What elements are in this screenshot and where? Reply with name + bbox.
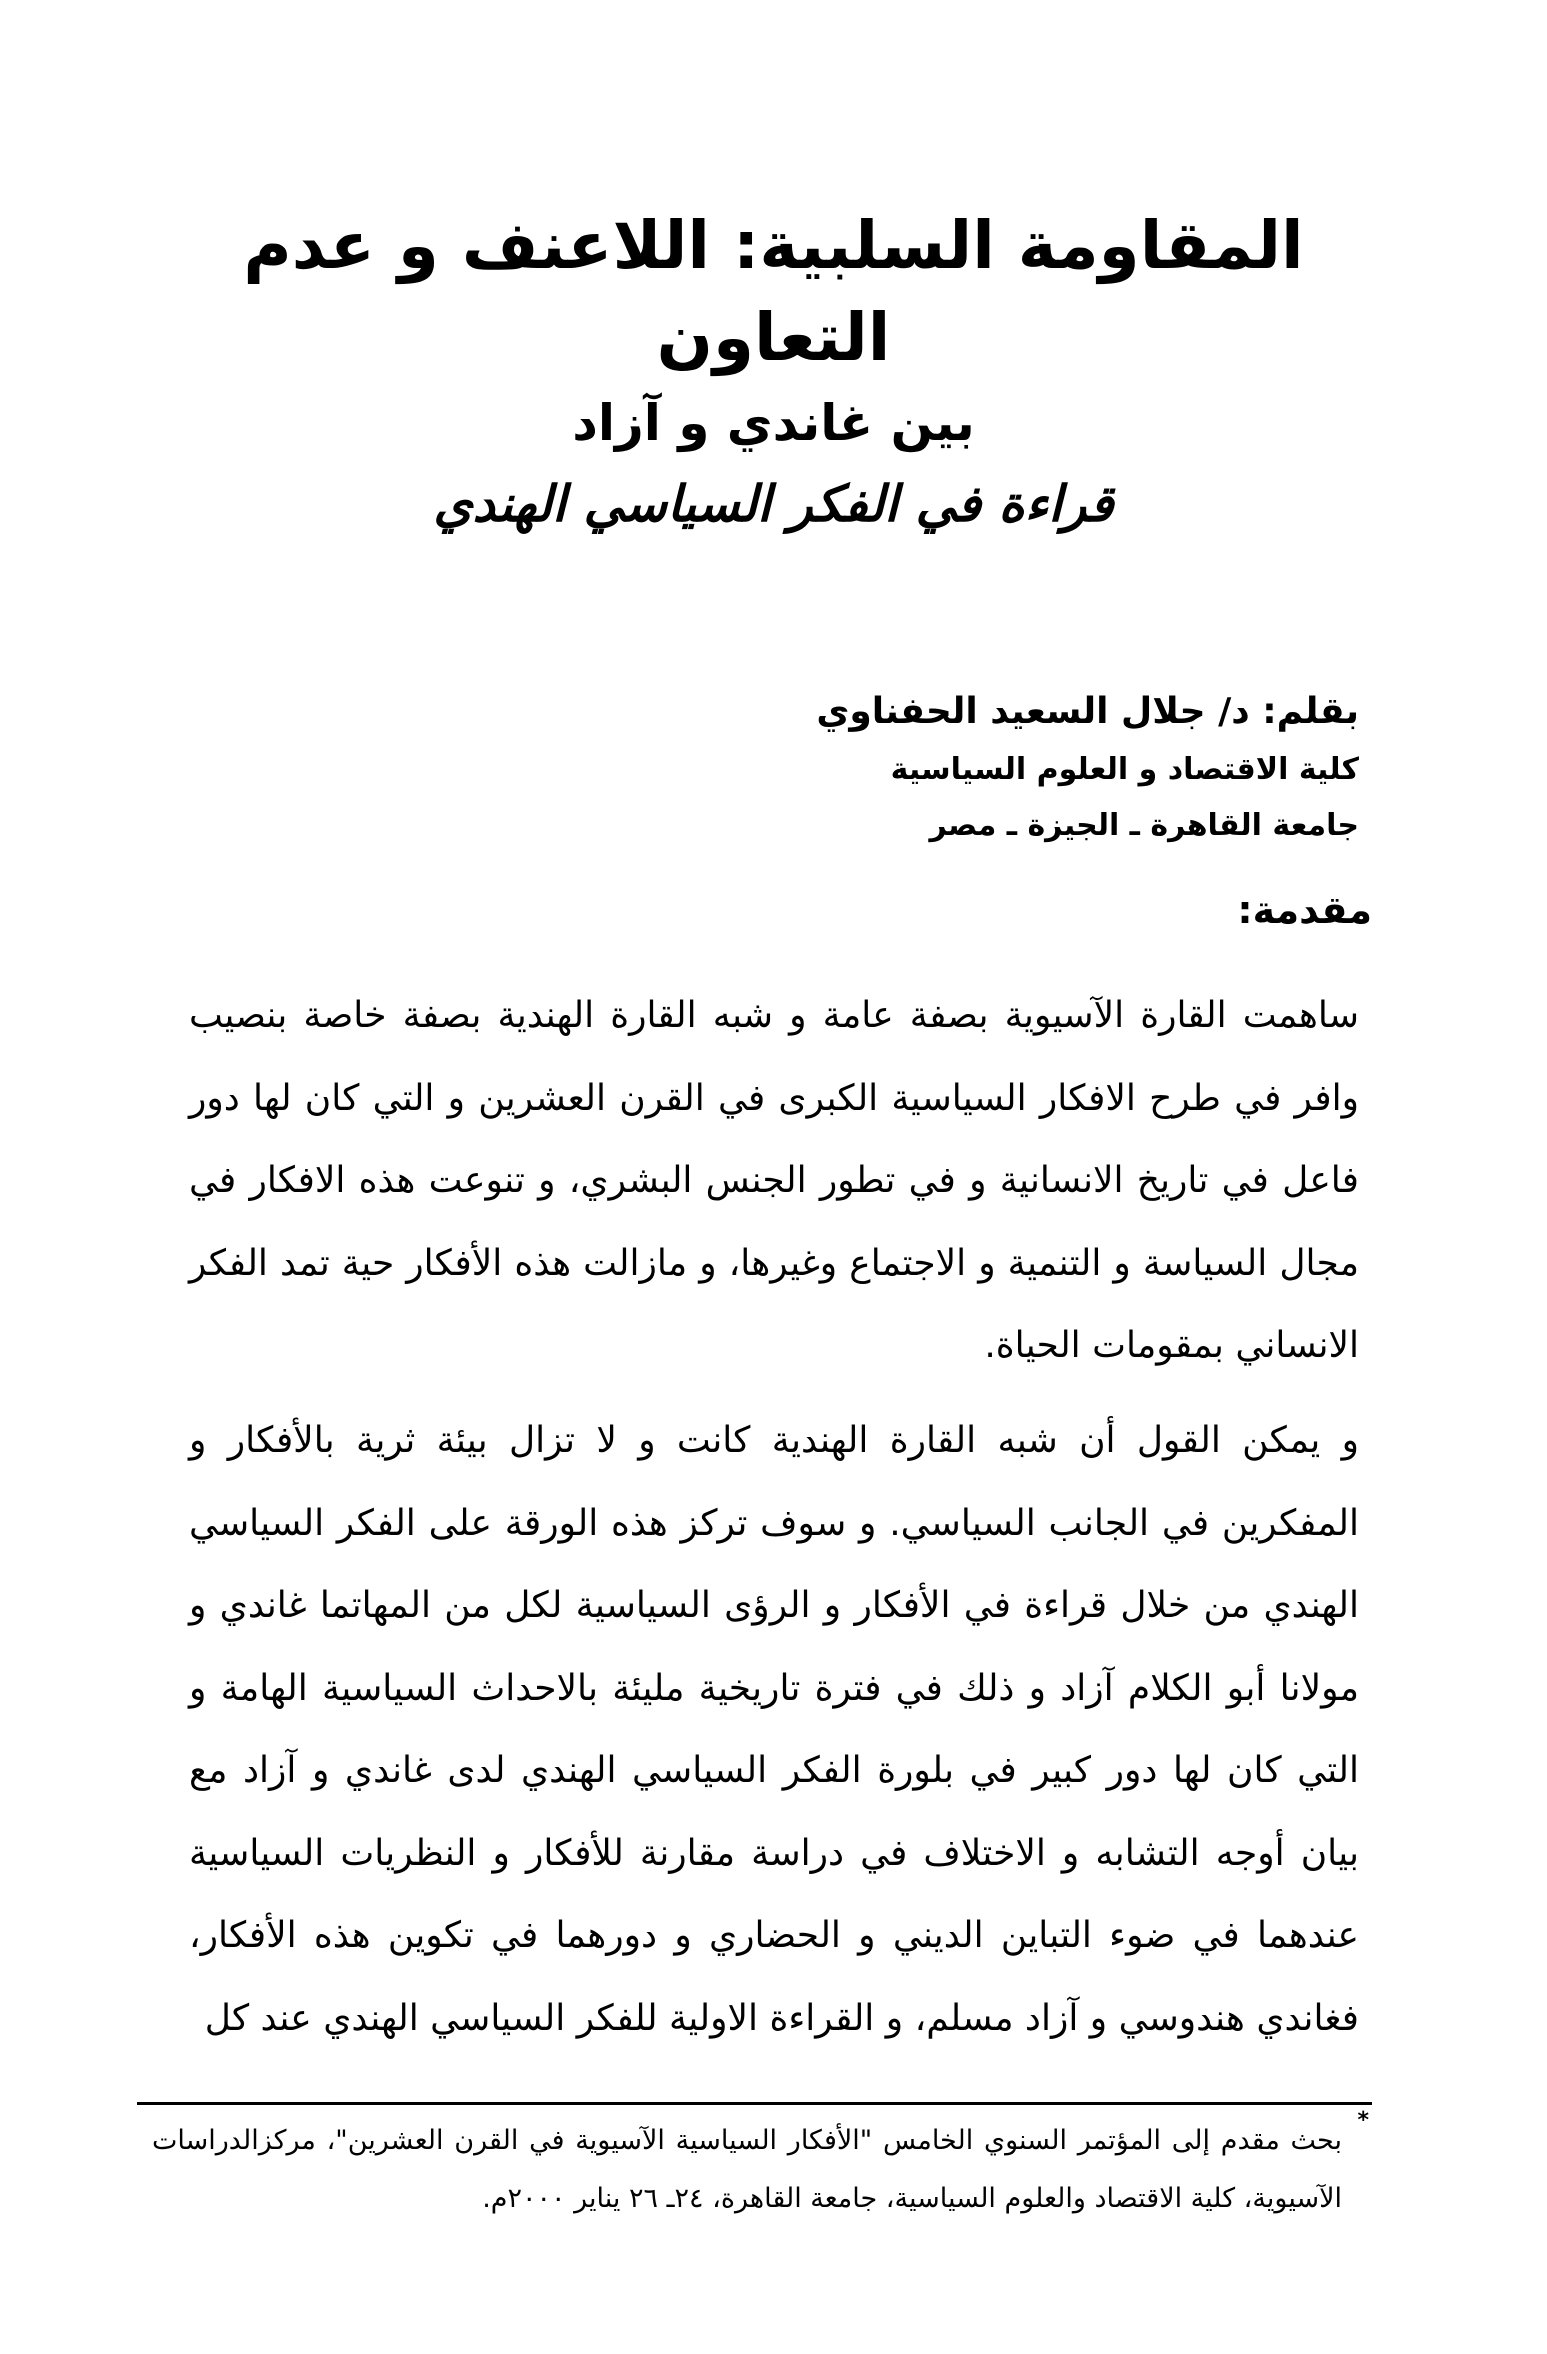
body-paragraph: ساهمت القارة الآسيوية بصفة عامة و شبه القارة الهندية بصفة خاصة بنصيب وافر في طرح الافكار السياسية الكبرى في القرن العشرين و التي كان لها دور فاعل في تاريخ الانسانية و في تطور الجنس البشري، و تنوعت هذه الافكار في مجال السياسة و التنمية و الاجتماع وغيرها، و مازالت هذه الأفكار حية تمد الفكر الانساني بمقومات الحياة.	[189, 995, 1359, 1366]
author-block	[459, 682, 1359, 854]
document-subtitle: بين غاندي و آزاد	[572, 394, 975, 452]
body-paragraph: و يمكن القول أن شبه القارة الهندية كانت و لا تزال بيئة ثرية بالأفكار و المفكرين في الجانب السياسي. و سوف تركز هذه الورقة على الفكر السياسي الهندي من خلال قراءة في الأفكار و الرؤى السياسية لكل من المهاتما غاندي و مولانا أبو الكلام آزاد و ذلك في فترة تاريخية مليئة بالاحداث السياسية الهامة و التي كان لها دور كبير في بلورة الفكر السياسي الهندي لدى غاندي و آزاد مع بيان أوجه التشابه و الاختلاف في دراسة مقارنة للأفكار و النظريات السياسية عندهما في ضوء التباين الديني و الحضاري و دورهما في تكوين هذه الأفكار، فغاندي هندوسي و آزاد مسلم، و القراءة الاولية للفكر السياسي الهندي عند كل	[189, 1420, 1359, 2039]
footnote-marker: *	[1357, 2108, 1369, 2133]
document-subtitle-secondary: قراءة في الفكر السياسي الهندي	[433, 475, 1114, 533]
author-university: جامعة القاهرة ـ الجيزة ـ مصر	[929, 808, 1359, 843]
author-name: بقلم: د/ جلال السعيد الحفناوي	[816, 691, 1359, 732]
author-college: كلية الاقتصاد و العلوم السياسية	[890, 752, 1359, 787]
footnote-text: بحث مقدم إلى المؤتمر السنوي الخامس "الأفكار السياسية الآسيوية في القرن العشرين"، مركزالدراسات الآسيوية، كلية الاقتصاد والعلوم السياسية، جامعة القاهرة، ٢٤ـ ٢٦ يناير ٢٠٠٠م.	[152, 2125, 1342, 2214]
footnote-divider	[137, 2102, 1372, 2105]
document-title: المقاومة السلبية: اللاعنف و عدم التعاون	[243, 207, 1304, 376]
title-block	[150, 200, 1397, 546]
section-heading: مقدمة:	[1237, 888, 1372, 932]
